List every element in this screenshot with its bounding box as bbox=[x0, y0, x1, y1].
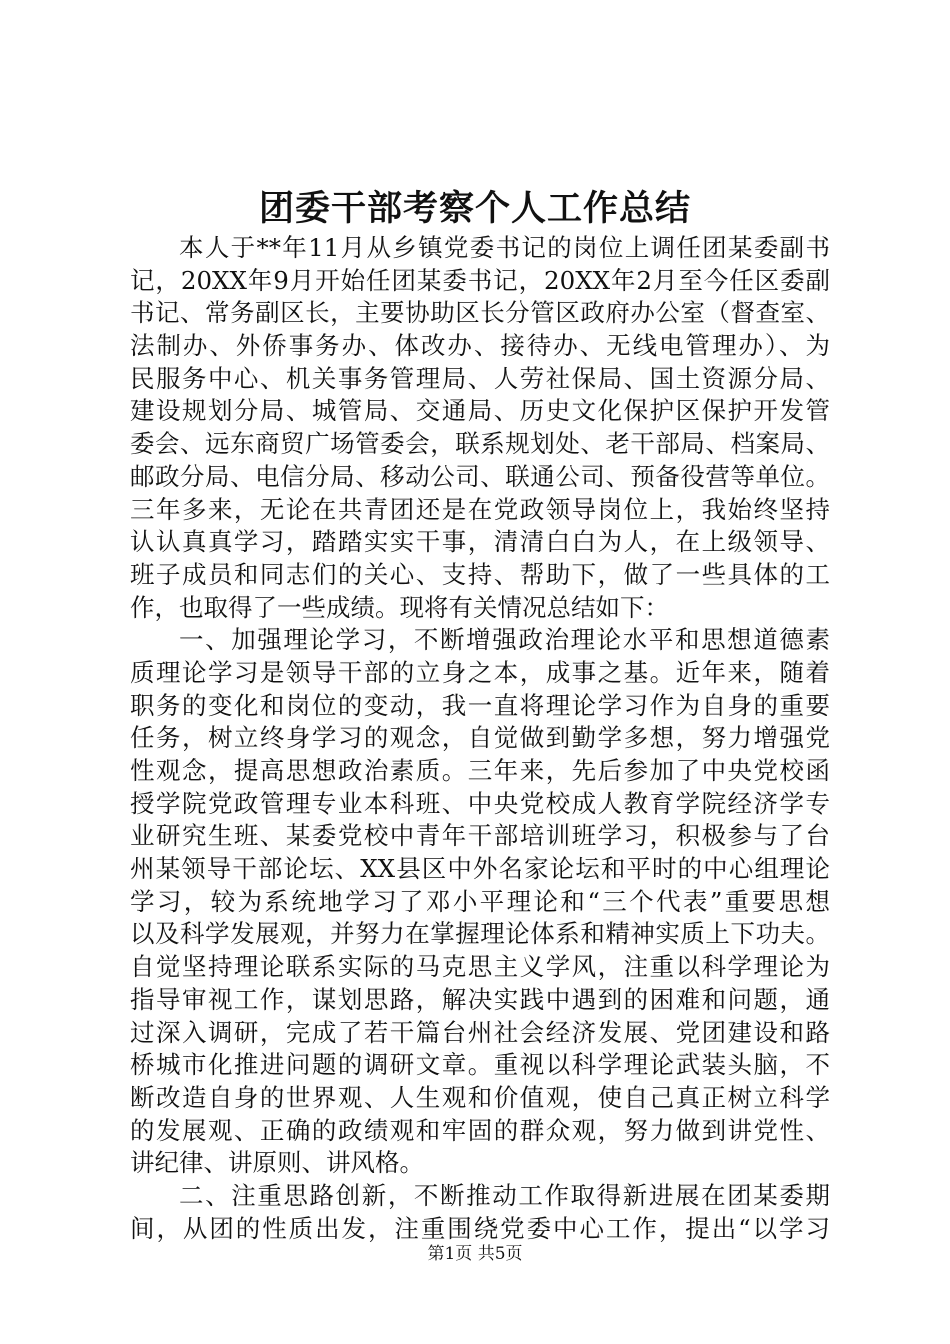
paragraph-line: 二、注重思路创新，不断推动工作取得新进展在团某委期 bbox=[179, 1180, 830, 1210]
paragraph-line: 民服务中心、机关事务管理局、人劳社保局、国土资源分局、 bbox=[130, 363, 830, 393]
paragraph-line: 讲纪律、讲原则、讲风格。 bbox=[130, 1148, 424, 1178]
paragraph-line: 法制办、外侨事务办、体改办、接待办、无线电管理办）、为 bbox=[130, 331, 830, 361]
paragraph-line: 自觉坚持理论联系实际的马克思主义学风，注重以科学理论为 bbox=[130, 952, 830, 982]
paragraph-line: 一、加强理论学习，不断增强政治理论水平和思想道德素 bbox=[179, 625, 830, 655]
paragraph-line: 书记、常务副区长，主要协助区长分管区政府办公室（督查室、 bbox=[130, 298, 830, 328]
paragraph-line: 学习，较为系统地学习了邓小平理论和“三个代表”重要思想 bbox=[130, 886, 830, 916]
document-title: 团委干部考察个人工作总结 bbox=[258, 188, 691, 229]
paragraph-line: 断改造自身的世界观、人生观和价值观，使自己真正树立科学 bbox=[130, 1082, 830, 1112]
paragraph-line: 州某领导干部论坛、XX县区中外名家论坛和平时的中心组理论 bbox=[130, 854, 830, 884]
paragraph-line: 性观念，提高思想政治素质。三年来，先后参加了中央党校函 bbox=[130, 756, 830, 785]
paragraph-line: 过深入调研，完成了若干篇台州社会经济发展、党团建设和路 bbox=[130, 1017, 830, 1047]
paragraph-line: 记，20XX年9月开始任团某委书记，20XX年2月至今任区委副 bbox=[130, 265, 830, 295]
paragraph-line: 任务，树立终身学习的观念，自觉做到勤学多想，努力增强党 bbox=[130, 723, 830, 753]
paragraph-line: 以及科学发展观，并努力在掌握理论体系和精神实质上下功夫。 bbox=[130, 919, 830, 949]
paragraph-line: 认认真真学习，踏踏实实干事，清清白白为人，在上级领导、 bbox=[130, 527, 830, 557]
paragraph-line: 职务的变化和岗位的变动，我一直将理论学习作为自身的重要 bbox=[130, 690, 830, 720]
paragraph-line: 建设规划分局、城管局、交通局、历史文化保护区保护开发管 bbox=[130, 396, 830, 426]
document-body bbox=[130, 232, 830, 1245]
paragraph-line: 三年多来，无论在共青团还是在党政领导岗位上，我始终坚持 bbox=[130, 494, 830, 524]
paragraph-line: 本人于**年11月从乡镇党委书记的岗位上调任团某委副书 bbox=[179, 233, 830, 262]
paragraph-line: 的发展观、正确的政绩观和牢固的群众观，努力做到讲党性、 bbox=[130, 1115, 830, 1145]
page-number-footer: 第1页 共5页 bbox=[427, 1244, 523, 1264]
paragraph-line: 委会、远东商贸广场管委会，联系规划处、老干部局、档案局、 bbox=[130, 429, 830, 459]
paragraph-line: 质理论学习是领导干部的立身之本，成事之基。近年来，随着 bbox=[130, 657, 830, 687]
paragraph-line: 桥城市化推进问题的调研文章。重视以科学理论武装头脑，不 bbox=[130, 1050, 830, 1080]
paragraph-line: 指导审视工作，谋划思路，解决实践中遇到的困难和问题，通 bbox=[130, 984, 830, 1014]
paragraph-line: 班子成员和同志们的关心、支持、帮助下，做了一些具体的工 bbox=[130, 559, 830, 589]
paragraph-line: 作，也取得了一些成绩。现将有关情况总结如下： bbox=[130, 592, 669, 622]
paragraph-line: 授学院党政管理专业本科班、中央党校成人教育学院经济学专 bbox=[130, 788, 830, 818]
paragraph-line: 邮政分局、电信分局、移动公司、联通公司、预备役营等单位。 bbox=[130, 461, 830, 491]
paragraph-line: 间，从团的性质出发，注重围绕党委中心工作，提出“以学习 bbox=[130, 1213, 830, 1243]
paragraph-line: 业研究生班、某委党校中青年干部培训班学习，积极参与了台 bbox=[130, 821, 830, 851]
